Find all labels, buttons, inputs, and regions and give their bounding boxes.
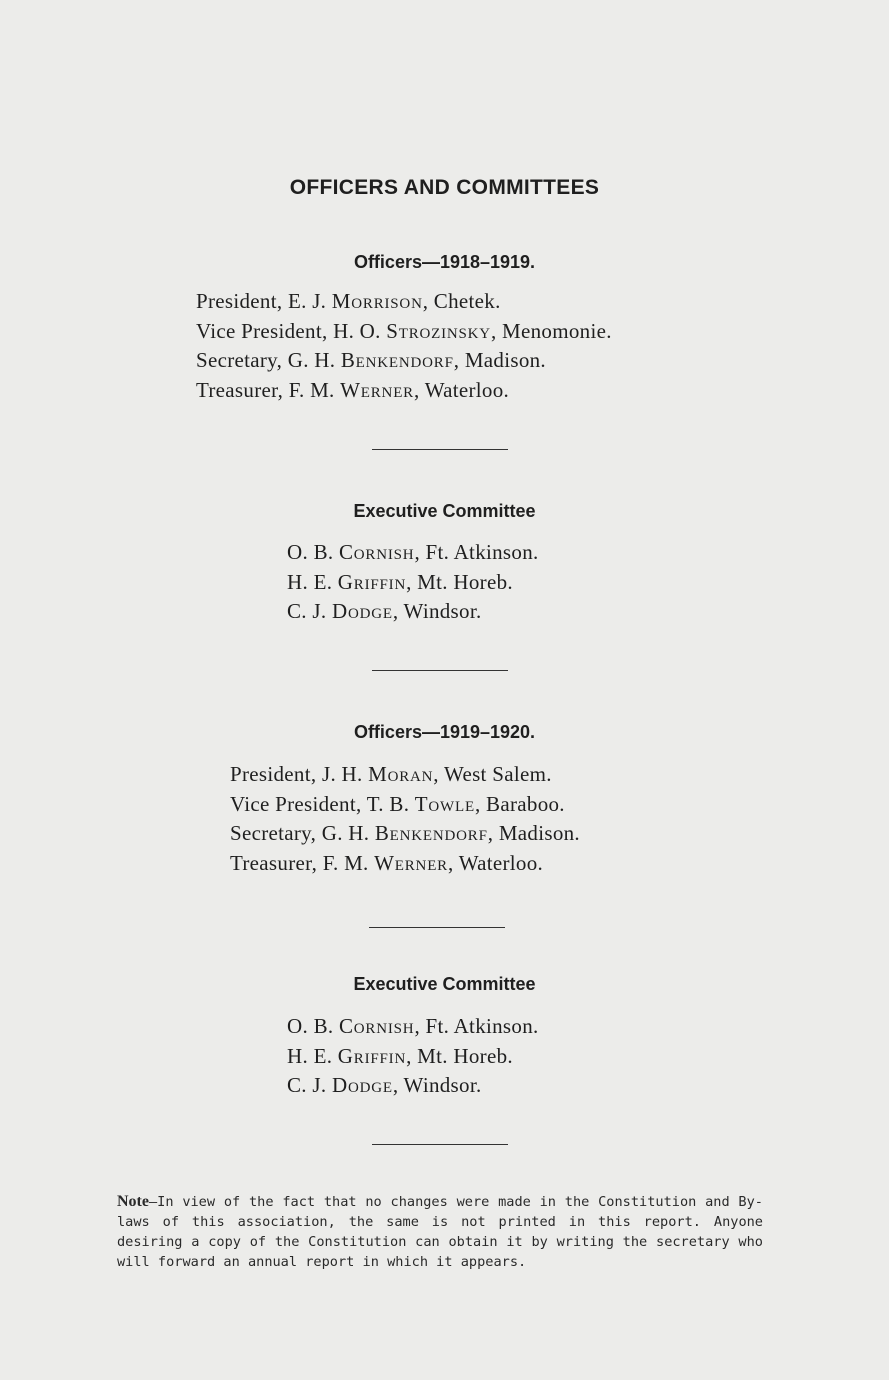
committee-member-line: H. E. Griffin, Mt. Horeb. <box>287 1043 513 1068</box>
section-heading-executive-committee: Executive Committee <box>353 974 536 994</box>
footnote <box>117 1192 763 1272</box>
committee-member-line: C. J. Dodge, Windsor. <box>287 599 482 623</box>
officer-line-secretary: Secretary, G. H. Benkendorf, Madison. <box>230 821 580 845</box>
officer-line-treasurer: Treasurer, F. M. Werner, Waterloo. <box>230 850 544 875</box>
section-heading-officers-1919-1920: Officers—1919–1920. <box>353 722 536 742</box>
officer-line-treasurer: Treasurer, F. M. Werner, Waterloo. <box>196 377 510 402</box>
committee-member-line: O. B. Cornish, Ft. Atkinson. <box>287 1014 539 1038</box>
committee-member-line: H. E. Griffin, Mt. Horeb. <box>287 569 513 594</box>
divider-rule <box>369 927 505 928</box>
officer-line-secretary: Secretary, G. H. Benkendorf, Madison. <box>196 348 546 372</box>
section-heading-executive-committee: Executive Committee <box>353 501 536 521</box>
executive-committee-1918-list <box>287 538 539 627</box>
executive-committee-1919-list <box>287 1012 539 1101</box>
officers-1919-1920-list <box>230 760 580 878</box>
officer-line-president: President, J. H. Moran, West Salem. <box>230 762 552 786</box>
officer-line-vice-president: Vice President, T. B. Towle, Baraboo. <box>230 791 565 816</box>
page-title: OFFICERS AND COMMITTEES <box>289 176 600 199</box>
section-heading-officers-1918-1919: Officers—1918–1919. <box>353 252 536 272</box>
officer-line-president: President, E. J. Morrison, Chetek. <box>196 289 501 313</box>
officer-line-vice-president: Vice President, H. O. Strozinsky, Menomonie. <box>196 318 612 343</box>
note-label: Note <box>117 1193 149 1210</box>
note-text: —In view of the fact that no changes were made in the Constitution and By-laws of this association, the same is not printed in this report. Anyone desiring a copy of the Constitution can obtain it by writing the secretary who will forward an annual report in which it appears. <box>117 1194 763 1270</box>
divider-rule <box>372 449 508 450</box>
officers-1918-1919-list <box>196 287 612 405</box>
divider-rule <box>372 670 508 671</box>
committee-member-line: C. J. Dodge, Windsor. <box>287 1073 482 1097</box>
divider-rule <box>372 1144 508 1145</box>
committee-member-line: O. B. Cornish, Ft. Atkinson. <box>287 540 539 564</box>
